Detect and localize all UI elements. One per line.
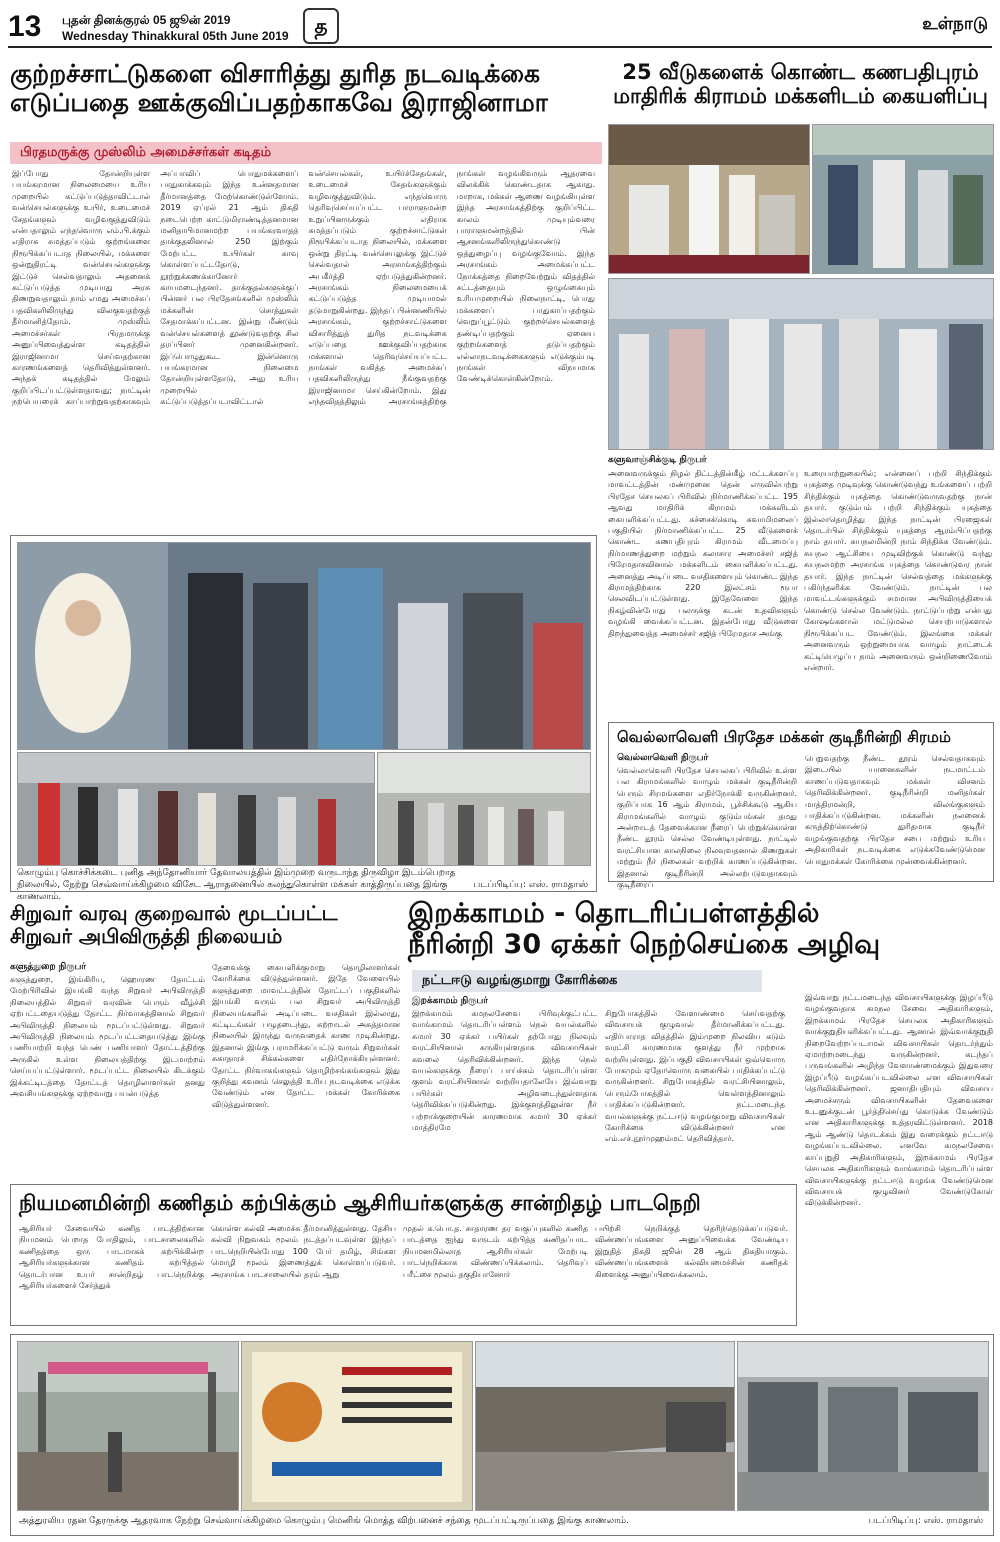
market-gate-photo-icon	[18, 1342, 238, 1510]
story6-body-col1: ஆசிரியர் சேவையில் கணித பாடத்திற்கான நியமனம் பெறாத போதிலும், பாடசாலைகளில் கணிதத்தை ஒரு பாடமாகக் கற்பிக்கின்ற ஆசிரியர்களுக்கான கணிதம் கற்பித்தல் தொடர்பான உயர் சான்றிதழ் பாடநெறிக்கு ஆசிரியர்களைச் சேர்த்துக்	[19, 1224, 204, 1291]
story5-headline	[408, 898, 993, 960]
story1-headline-line2: எடுப்பதை ஊக்குவிப்பதற்காகவே இராஜினாமா	[10, 87, 548, 117]
story2-body-col2: உரையாற்றுகையில்; என்னைப் பற்றி சிந்திக்கும் யுகத்தை முடிவுக்கு கொண்டுவந்து உங்களைப் பற்றி சிந்திக்கும் யுகத்தை கொண்டுவருவதற்கு நான் தயார். குடும்பம் பற்றி சிந்திக்கும் யுகத்தை இல்லாதொழித்து இந்த நாட்டின் பிரஜைகள் தொடர்பில் சிந்திக்கும் யுகத்தை ஆரம்பிப்பதற்கு நாம் தயார். சுயநலமின்றி நாம் சிந்திக்க வேண்டும். சுயநல ஆட்சியை முடிவிற்குக் கொண்டு வந்து சுயநலமற்ற அரசாங்க யுகத்தை கொண்டுவர நான் தயார். இந்த நாட்டின் செல்வத்தை மக்களுக்கு பகிர்ந்தளிக்க வேண்டும். நாட்டின் பல மாவட்டங்களுக்கும் சமமான அபிவிருத்தியைக் கொண்டு செல்ல வேண்டும். நாட்டுப்பற்று என்பது கோஷங்களால் மட்டுமல்ல செயற்பாடுகளால் நிரூபிக்கப்பட வேண்டும். இலங்கை மக்கள் அனைவரும் ஒற்றுமையாக வாழும் நாட்டைக் கட்டியெழுப்ப நாம் அனைவரும் ஒன்றிணைவோம் என்றார்.	[804, 469, 992, 672]
protest-banner-photo-icon	[242, 1342, 472, 1510]
section-name: உள்நாடு	[922, 14, 988, 34]
story3-body-col2: பெறுவதற்கு நீண்ட தூரம் செல்வதாகவும் இடையில் யானைகளின் நடமாட்டம் காணப்படுவதாகவும் மக்கள் விசனம் தெரிவிக்கின்றனர். குடிநீரின்றி மனிதர்கள் மாத்திரமன்றி, விலங்குகளும் பாதிக்கப்படுகின்றன. மக்களின் நலனைக் கருத்திற்கொண்டு துரிதமாக குடிநீர் வழங்குவதற்கு பிரதேச சபை மற்றும் உரிய அதிகாரிகள் நடவடிக்கை எடுக்கவேண்டுமென பொதுமக்கள் கோரிக்கை முன்வைக்கின்றனர்.	[805, 754, 985, 866]
market-photo-2	[241, 1341, 473, 1511]
story4-headline	[10, 902, 400, 948]
market-photo-1	[17, 1341, 239, 1511]
story4-headline-line1: சிறுவர் வரவு குறைவால் மூடப்பட்ட	[10, 901, 338, 925]
story1-kicker: பிரதமருக்கு முஸ்லிம் அமைச்சர்கள் கடிதம்	[10, 142, 602, 164]
closed-shops-photo-icon	[738, 1342, 988, 1510]
story2-photo-2	[812, 124, 994, 274]
header-rule	[8, 46, 992, 48]
story2-body-col1: அனைவருக்கும் நிழல் திட்டத்தின்கீழ் மட்டக்களப்பு மாவட்டத்தின் மண்முனை தென் எருவில்பற்று பிரதேச செயலகப் பிரிவில் நிர்மாணிக்கப்பட்ட 195 ஆவது மாதிரிக் கிராமம் மக்களிடம் கையளிக்கப்பட்டது. கச்சைக்கொடி சுவாமிமலைப் பகுதியில் நிர்மாணிக்கப்பட்ட 25 வீடுகளைக் கொண்ட கணபதிபுரம் கிராமம் வீடமைப்பு நிர்மாணத்துறை மற்றும் கலாசார அமைச்சர் சஜித் பிரேமதாசவினால் மக்களிடம் கையளிக்கப்பட்டது. அனைத்து அடிப்படை வசதிகளையும் கொண்ட இந்த கிராமத்திற்காக 220 இலட்சம் ரூபா செலவிடப்பட்டுள்ளது. இதேவேளை இந்த நிகழ்வின்போது பலருக்கு கடன் உதவிகளும் வழங்கி வைக்கப்பட்டன. இதன்போது வீடுகளை திறந்துவைத்த அமைச்சர் சஜித் பிரேமதாச அங்கு	[608, 469, 798, 638]
story2-headline	[608, 60, 993, 108]
story1-headline-line1: குற்றச்சாட்டுகளை விசாரித்து துரித நடவடிக்கை	[10, 59, 541, 88]
date-english: Wednesday Thinakkural 05th June 2019	[62, 29, 289, 43]
church-photo-2	[17, 752, 375, 866]
story6-box	[10, 1184, 797, 1326]
story5-headline-line1: இறக்காமம் - தொடரிப்பள்ளத்தில்	[408, 898, 820, 929]
market-photo-3	[475, 1341, 735, 1511]
church-queue-photo-icon	[378, 753, 590, 865]
newspaper-logo-icon: த	[303, 8, 339, 44]
story3-box	[608, 722, 994, 890]
story4-byline: களுத்துறை நிருபர்	[10, 962, 87, 972]
story5-body-col2: சிறுபோகத்தில் வேளாண்மை செய்வதற்கு விவசாயக் குழுவால் தீர்மானிக்கப்பட்டது. எதிர்பாராத விதத்தில் இம்முறை நிலவிய கடும் வரட்சி காரணமாக குளத்து நீர் முற்றாக வற்றியுள்ளது. இப்பகுதி விவசாயிகள் ஒவ்வொரு போகமும் ஏதோவொரு வகையில் பாதிக்கப்பட்டு வருகின்றனர். சிறுபோகத்தில் வரட்சியினாலும், பெரும்போகத்தில் வெள்ளத்தினாலும் பாதிக்கப்படுகின்றனர். நட்டமடைந்த வயல்களுக்கு நட்டஈடு வழங்குமாறு விவசாயிகள் கோரிக்கை விடுக்கின்றனர் என எம்.எச்.நூர்முஹம்மட் தெரிவித்தார்.	[605, 1009, 785, 1144]
ceremony-photo-icon	[609, 125, 809, 273]
market-photo-block	[10, 1334, 994, 1536]
market-photo-4	[737, 1341, 989, 1511]
story4-body-col2: தேவைக்கு கையளிக்குமாறு தொழிலாளர்கள் கோரிக்கை விடுத்துள்ளனர். இதே வேளையில் களுத்துறை மாவட்டத்தின் தோட்டப் பகுதிகளில் இயங்கி வரும் பல சிறுவர் அபிவிருத்தி நிலையங்களில் அடிப்படை வசதிகள் இல்லாது, கட்டிடங்கள் பழுதடைந்து, சுற்றாடல் அசுத்தமான நிலையில் இருந்து வருவதைக் காண முடிகின்றது. இதனால் இங்கு பராமரிக்கப்பட்டு வரும் சிறுவர்கள் சுகாதாரச் சிக்கல்களை எதிர்நோக்கியுள்ளனர். தோட்ட நிர்வாகங்களும் தொழிற்சங்கங்களும் இது குறித்து கவனம் செலுத்தி உரிய நடவடிக்கை எடுக்க வேண்டும் என தோட்ட மக்கள் கோரிக்கை விடுத்துள்ளனர்.	[212, 963, 400, 1109]
story3-byline: வெல்லாவெளி நிருபர்	[617, 753, 709, 763]
story2-headline-line1: 25 வீடுகளைக் கொண்ட கணபதிபுரம்	[622, 60, 979, 84]
story2-photo-1	[608, 124, 810, 274]
story6-body-col2: கொள்ள கல்வி அமைச்சு தீர்மானித்துள்ளது. தேசிய கல்வி நிறுவகம் மூலம் நடத்தப்படவுள்ள இந்தப் பாடநெறியின்போது 100 பேர் தமிழ், சிங்கள மொழி மூலம் இணைத்துக் கொள்ளப்படுவர். அரசாங்க பாடசாலையில் தரம் ஆறு	[211, 1224, 396, 1279]
masthead-date	[62, 12, 289, 44]
story1-headline	[10, 60, 595, 118]
page-number: 13	[8, 10, 42, 43]
church-photo-3	[377, 752, 591, 866]
story3-body-col1: வெல்லாவெளி பிரதேச செயலகப் பிரிவில் உள்ள பல கிராமங்களில் வாழும் மக்கள் குடிநீரின்றி பெரும் சிரமங்களை எதிர்நோக்கி வருகின்றனர். குறிப்பாக 16 ஆம் கிராமம், பூச்சிக்கூடு ஆகிய கிராமங்களில் வாழும் குடும்பங்கள் தமது அன்றாடத் தேவைக்கான நீரைப் பெற்றுக்கொள்ள நீண்ட தூரம் செல்ல வேண்டியுள்ளது. நாட்டில் வரட்சியான காலநிலை நிலவுவதனால் கிணறுகள் மற்றும் நீர் நிலைகள் வற்றிக் காணப்படுகின்றன. இதனால் குடிநீரின்றி அல்லற்படுவதாகவும் குடிநீரைப்	[617, 766, 797, 890]
story6-body-col3: முதல் க.பொ.த. சாதாரண தர வகுப்புகளில் கணித பாடத்தை ஐந்து வருடம் கற்பித்த கணிதப்பாட நியமனமில்லாத ஆசிரியர்கள் மேற்படி பாடநெறிக்காக விண்ணப்பிக்கலாம். தெரிவுப் பரீட்சை மூலம் தகுதியானோர்	[403, 1224, 588, 1279]
church-photo-1	[17, 542, 591, 750]
story4-body-col1: களுத்துறை, இங்கிரிய, ஹொரண தோட்டம் மேற்பிரிவில் இயங்கி வந்த சிறுவர் அபிவிருத்தி நிலையத்தில் சிறுவர் வரவின் பெரும் வீழ்ச்சி ஏற்பட்டதையடுத்து தோட்ட நிர்வாகத்தினால் சிறுவர் அபிவிருத்தி நிலையம் மூடப்பட்டுள்ளது. சிறுவர் அபிவிருத்தி நிலையம் மூடப்பட்டதையடுத்து இங்கு பணியாற்றி வந்த பெண் பணியாளர் தோட்டத்திற்கு அருகில் உள்ள நிலையத்திற்கு இடமாற்றம் செய்யப்பட்டுள்ளார். மூடப்பட்ட நிலையில் கிடக்கும் இக்கட்டிடத்தை தோட்டத் தொழிலாளர்கள் தனது அவசியங்களுக்கு ஏற்றவாறு பயன்படுத்த	[10, 975, 205, 1099]
story4-headline-line2: சிறுவர் அபிவிருத்தி நிலையம்	[10, 924, 283, 948]
group-photo-icon	[609, 279, 993, 449]
church-photo-block	[10, 535, 597, 902]
ribbon-cutting-photo-icon	[813, 125, 993, 273]
church-photo-credit: படப்பிடிப்பு: எஸ். ராமதாஸ்	[473, 880, 588, 890]
closed-market-street-photo-icon	[476, 1342, 734, 1510]
prayer-crowd-photo-icon	[18, 543, 590, 749]
queue-photo-icon	[18, 753, 374, 865]
story3-headline: வெல்லாவெளி பிரதேச மக்கள் குடிநீரின்றி சிரமம்	[617, 728, 951, 746]
story5-body-col1: இறக்காமம் கமநலசேவை பிரிவுக்குட்பட்ட வாங்காமம் தொடரிப்பள்ளம் நெல் வயல்களில் சுமார் 30 ஏக்கர் பயிர்கள் தற்போது நிலவும் வரட்சியினால் கருகியுள்ளதாக விவசாயிகள் கவலை தெரிவிக்கின்றனர். இந்த நெல் வயல்களுக்கு நீரைப் பாய்ச்சும் தொடரிப்பள்ள குளம் வரட்சியினால் வற்றியதாலேயே இவ்வாறு பயிர்கள் அழிவடைந்துள்ளதாக தெரிவிக்கப்படுகின்றது. இக்குளத்திலுள்ள நீர் பற்றாக்குறையின் காரணமாக சுமார் 30 ஏக்கர் மாத்திரமே	[412, 1009, 597, 1133]
date-tamil: புதன் தினக்குரல் 05 ஜூன் 2019	[62, 13, 231, 27]
story1-body: இப்போது தோன்றியுள்ள பயங்கரமான நிலைமையை உரிய முறையில் கட்டுப்படுத்தாவிட்டால் வன்செயல்களுக்கு உயிர், உடைமைச் சேதங்களும் வழிவகுத்துவிடும் என்பதாலும் எந்தவொரு எம்.பி.க்கும் எதிராக சுமத்தப்படும் குற்றங்களை நிரூபிக்கப்படாத நிலையில், மக்களை ஒன்றுதிரட்டி வன்செயல்களுக்கு இட்டுச் செல்வதாலும் அதனைக் கட்டுப்படுத்த முடியாது அரசு திணறுவதாலும் நாம் எமது அமைச்சுப் பதவிகளிலிருந்து விலகுவதற்குத் தீர்மானித்தோம். முஸ்லிம் அமைச்சர்கள் பிரதமருக்கு அனுப்பிவைத்துள்ள கடிதத்தில் இராஜினாமா செய்வதற்கான காரணங்களைத் தெரிவித்துள்ளனர். அந்தக் கடிதத்தில் மேலும் குறிப்பிடப்பட்டுள்ளதாவது; நாட்டின் நற்பெயரைக் காப்பாற்றுவதற்காகவும் அப்பாவிப் பொதுமக்களைப் பாதுகாக்கவும் இந்த உன்னதமான தீர்மானத்தை மேற்கொண்டுள்ளோம். 2019 ஏப்ரல் 21 ஆம் திகதி நடைபெற்ற காட்டுமிராண்டித்தனமான மனிதாபிமானமற்ற பயங்கரவாதத் தாக்குதலினால் 250 இற்கும் மேற்பட்ட உயிர்கள் காவு கொள்ளப்பட்டதோடு, நூற்றுக்கணக்கானோர் காயமடைந்தனர். தாக்குதல்களுக்குப் பின்னர் பல பிரதேசங்களில் முஸ்லிம் மக்களின் சொத்துகள் சேதமாக்கப்பட்டன. இன்று மீண்டும் வன்செயல்களைத் தூண்டுவதற்கு சில தரப்பினர் முனைகின்றனர். இப்பொழுதுகூட இன்னொரு பயங்கரமான நிலைமை தோன்றியுள்ளதோடு, அது உரிய முறையில் கட்டுப்படுத்தப்படாவிட்டால் வன்செயல்கள், உயிர்ச்சேதங்கள், உடைமைச் சேதங்களுக்கும் வழிவகுத்துவிடும். எந்தவொரு தெரிவுசெய்யப்பட்ட பாராளுமன்ற உறுப்பினருக்கும் எதிராக சுமத்தப்படும் குற்றச்சாட்டுகள் நிரூபிக்கப்படாத நிலையில், மக்களை ஒன்று திரட்டி வன்செயலுக்கு இட்டுச் செல்வதால் அரசாங்கத்திற்கும் அபகீர்த்தி ஏற்படுத்துகின்றனர். அரசாங்கம் நிலைமையைக் கட்டுப்படுத்த முடியாமல் தடுமாறுகின்றது. இந்தப் பின்னணியில் அரசாங்கம், குற்றச்சாட்டுகளை விசாரித்துத் துரித நடவடிக்கை எடுப்பதை ஊக்குவிப்பதற்காக மக்களால் தெரிவுசெய்யப்பட்ட நாங்கள் வகித்த அமைச்சுப் பதவிகளிலிருந்து நீங்குவதற்கு இராஜினாமா செய்கின்றோம். இது எந்தவிதத்திலும் அரசாங்கத்திற்கு நாங்கள் வழங்கிவரும் ஆதரவை விலக்கிக் கொண்டதாக ஆகாது. மாறாக, மக்கள் ஆணை வழங்கியுள்ள இந்த அரசாங்கத்திற்கு குறிப்பிட்ட காலம் முடியும்வரை பாராளுமன்றத்தில் பின் ஆசனங்களிலிருந்துகொண்டு ஒத்துழைப்பு வழங்குவோம். இந்த அரசாங்கம் அமைக்கப்பட்ட நோக்கத்தை நிறைவேற்றும் விதத்தில் சட்டத்தையும் ஒழுங்கையும் உரியமுறையில் நிலைநாட்டி, பொது மக்களைப் பாதுகாப்பதற்கும் வெறுப்பூட்டும் குற்றச்செயல்களைத் தண்டிப்பதற்கும் ஏனைய குற்றங்களைத் தடுப்பதற்கும் எல்லாநடவடிக்கைகளும் எடுக்கும்படி நாங்கள் விநயமாக வேண்டிக்கொள்கின்றோம்.	[12, 169, 595, 407]
story6-body-col4: பயிற்சி நெறிக்குத் தெரிந்தெடுக்கப்படுவர். விண்ணப்பங்களை அனுப்பிவைக்க வேண்டிய இறுதித் திகதி ஜூன் 28 ஆம் திகதியாகும். விண்ணப்பங்களைக் கல்வியமைச்சின் கணிதக் கிளைக்கு அனுப்பிவைக்கலாம்.	[595, 1224, 788, 1279]
story5-headline-line2: நீரின்றி 30 ஏக்கர் நெற்செய்கை அழிவு	[408, 929, 881, 961]
story2-byline: களுவாஞ்சிக்குடி நிருபர்	[608, 455, 707, 465]
market-photo-credit: படப்பிடிப்பு: எஸ். ராமதாஸ்	[868, 1516, 983, 1526]
story6-headline: நியமனமின்றி கணிதம் கற்பிக்கும் ஆசிரியர்களுக்கு சான்றிதழ் பாடநெறி	[19, 1191, 701, 1215]
market-photo-caption: அத்துரலிய ரதன தேரருக்கு ஆதரவாக நேற்று செவ்வாய்க்கிழமை கொழும்பு மெனிங் மொத்த விற்பனைச் சந்தை மூடப்பட்டிருப்பதை இங்கு காணலாம்.	[19, 1516, 629, 1526]
story5-kicker: நட்டஈடு வழங்குமாறு கோரிக்கை	[412, 970, 762, 992]
story5-body-col3: இவ்வாறு நட்டமடைந்த விவசாயிகளுக்கு இழப்பீடு வழங்குவதாக கமநல சேவை அதிகாரிகளும், இறக்காமம் பிரதேச செயலக அதிகாரிகளும் வாக்குறுதியளிக்கப்பட்டது. ஆனால் இவ்வாக்குறுதி நிறைவேற்றப்படாமல் விவசாயிகள் தொடர்ந்தும் ஏமாற்றமடைந்து வருகின்றனர். கடந்தப் பருவங்களில் அழிந்த வேளாண்மைக்கும் இதுவரை இழப்பீடு வழங்கப்படவில்லை என விவசாயிகள் தெரிவிக்கின்றனர். ஜனாதிபதியும் விவசாய அமைச்சரும் விவசாயிகளின் தேவைகளை உடனுக்குடன் பூர்த்திசெய்து கொடுக்க வேண்டும் என அதிகாரிகளுக்கு உத்தரவிட்டுள்ளனர். 2018 ஆம் ஆண்டு தொடக்கம் இது வரைக்கும் நட்டஈடு வழங்கப்படவில்லை. எனவே கமநலசேவை காப்புறுதி அதிகாரிகளும், இறக்காமம் பிரதேச செயலக அதிகாரிகளும் வாங்காமம் தொடரிப்பள்ள விவசாயிகளுக்கு நட்டஈடு வழங்க வேண்டுமென விவசாயக் குழுவினர் வேண்டுகோள் விடுக்கின்றனர்.	[805, 993, 993, 1208]
story5-byline: இறக்காமம் நிருபர்	[412, 996, 488, 1006]
church-photo-caption: கொழும்பு கொச்சிக்கடை புனித அந்தோனியார் தேவாலயத்தில் இம்முறை வருடாந்த திருவிழா இடம்பெறாத நிலையில், நேற்று செவ்வாய்க்கிழமை விசேட ஆராதனையில் கலந்துகொள்ள மக்கள் காத்திருப்பதை இங்கு காணலாம்.	[17, 868, 456, 902]
story2-headline-line2: மாதிரிக் கிராமம் மக்களிடம் கையளிப்பு	[613, 84, 988, 109]
story2-photo-3	[608, 278, 994, 450]
